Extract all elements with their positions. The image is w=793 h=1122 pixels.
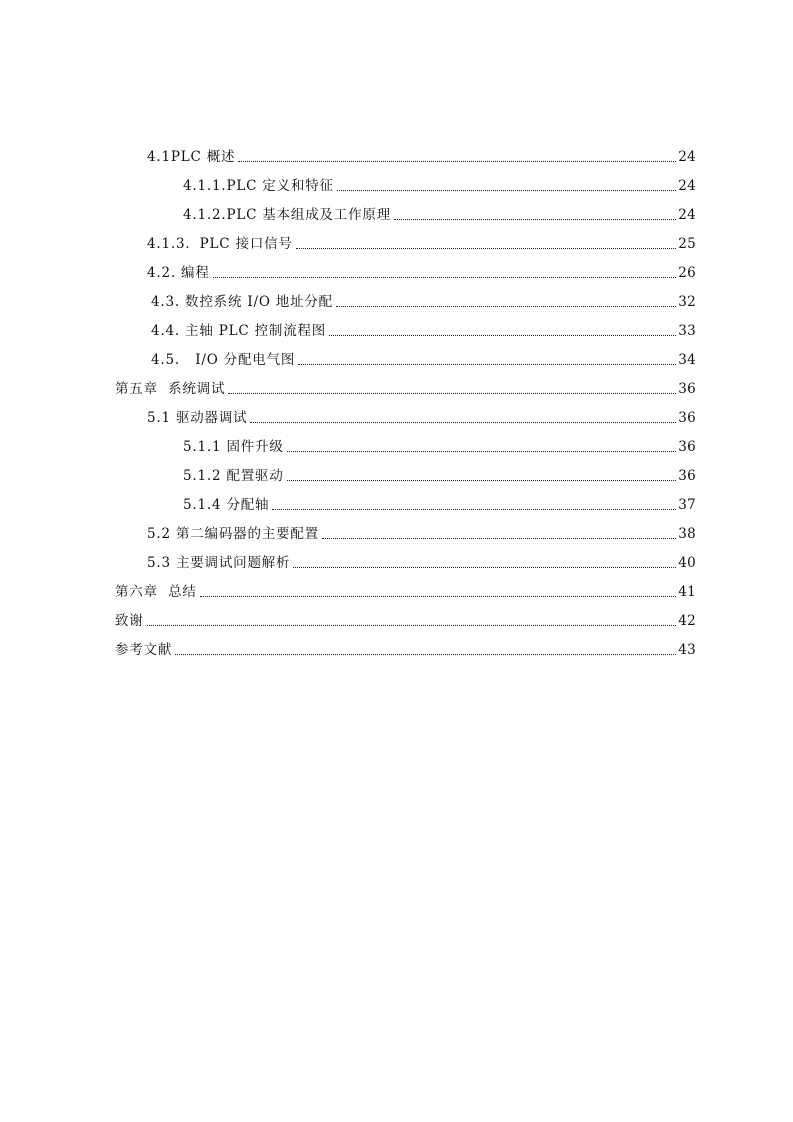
toc-entry-title: 4.5. I/O 分配电气图: [151, 352, 296, 368]
toc-dot-leader: [337, 190, 676, 191]
toc-entry-page: 37: [678, 497, 696, 513]
toc-entry-title: 4.1PLC 概述: [147, 149, 236, 165]
toc-entry-4-3[interactable]: [0, 281, 793, 310]
toc-entry-4-4[interactable]: [0, 310, 793, 339]
toc-entry-5-1-2[interactable]: [0, 455, 793, 484]
toc-entry-title: 第五章 系统调试: [115, 381, 226, 397]
toc-entry-5-1[interactable]: [0, 397, 793, 426]
toc-dot-leader: [287, 480, 676, 481]
toc-entry-4-1-2[interactable]: [0, 194, 793, 223]
toc-entry-5-1-4[interactable]: [0, 484, 793, 513]
toc-entry-title: 4.3. 数控系统 I/O 地址分配: [151, 294, 333, 310]
toc-dot-leader: [336, 306, 676, 307]
toc-entry-4-1[interactable]: [0, 136, 793, 165]
toc-entry-title: 4.4. 主轴 PLC 控制流程图: [151, 323, 327, 339]
toc-entry-title: 5.1.4 分配轴: [183, 497, 270, 513]
toc-entry-page: 25: [678, 236, 696, 252]
toc-entry-title: 5.1.1 固件升级: [183, 439, 284, 455]
toc-entry-title: 致谢: [115, 613, 144, 629]
toc-entry-page: 33: [678, 323, 696, 339]
toc-entry-page: 24: [678, 178, 696, 194]
toc-entry-page: 40: [678, 555, 696, 571]
toc-entry-5-3[interactable]: [0, 542, 793, 571]
toc-entry-title: 5.1.2 配置驱动: [183, 468, 284, 484]
toc-entry-title: 第六章 总结: [115, 584, 197, 600]
toc-entry-5-2[interactable]: [0, 513, 793, 542]
toc-entry-5-1-1[interactable]: [0, 426, 793, 455]
toc-dot-leader: [175, 654, 676, 655]
toc-entry-4-1-3[interactable]: [0, 223, 793, 252]
toc-entry-page: 34: [678, 352, 696, 368]
toc-entry-4-2[interactable]: [0, 252, 793, 281]
toc-dot-leader: [298, 364, 676, 365]
toc-dot-leader: [213, 277, 676, 278]
toc-entry-page: 42: [678, 613, 696, 629]
toc-dot-leader: [200, 596, 676, 597]
toc-entry-page: 36: [678, 381, 696, 397]
toc-entry-title: 5.1 驱动器调试: [147, 410, 248, 426]
toc-entry-page: 26: [678, 265, 696, 281]
toc-dot-leader: [272, 509, 676, 510]
toc-dot-leader: [147, 625, 676, 626]
toc-entry-page: 38: [678, 526, 696, 542]
toc-entry-title: 5.3 主要调试问题解析: [147, 555, 291, 571]
toc-entry-title: 4.2. 编程: [147, 265, 210, 281]
toc-dot-leader: [250, 422, 676, 423]
toc-entry-chapter-5[interactable]: [0, 368, 793, 397]
toc-dot-leader: [287, 451, 676, 452]
toc-entry-page: 32: [678, 294, 696, 310]
toc-dot-leader: [394, 219, 676, 220]
toc-entry-4-1-1[interactable]: [0, 165, 793, 194]
toc-dot-leader: [329, 335, 676, 336]
toc-dot-leader: [228, 393, 676, 394]
toc-entry-title: 4.1.1.PLC 定义和特征: [183, 178, 334, 194]
toc-entry-page: 36: [678, 468, 696, 484]
toc-entry-references[interactable]: [0, 629, 793, 658]
toc-entry-title: 4.1.2.PLC 基本组成及工作原理: [183, 207, 392, 223]
toc-entry-page: 43: [678, 642, 696, 658]
toc-entry-title: 5.2 第二编码器的主要配置: [147, 526, 319, 542]
toc-entry-title: 参考文献: [115, 642, 173, 658]
toc-entry-page: 41: [678, 584, 696, 600]
toc-entry-page: 36: [678, 439, 696, 455]
toc-entry-title: 4.1.3．PLC 接口信号: [147, 236, 293, 252]
toc-entry-page: 24: [678, 207, 696, 223]
toc-dot-leader: [238, 161, 676, 162]
toc-dot-leader: [293, 567, 676, 568]
toc-entry-page: 24: [678, 149, 696, 165]
toc-entry-chapter-6[interactable]: [0, 571, 793, 600]
toc-entry-page: 36: [678, 410, 696, 426]
toc-dot-leader: [322, 538, 676, 539]
toc-dot-leader: [296, 248, 676, 249]
toc-entry-acknowledgements[interactable]: [0, 600, 793, 629]
toc-entry-4-5[interactable]: [0, 339, 793, 368]
table-of-contents: [0, 136, 793, 658]
